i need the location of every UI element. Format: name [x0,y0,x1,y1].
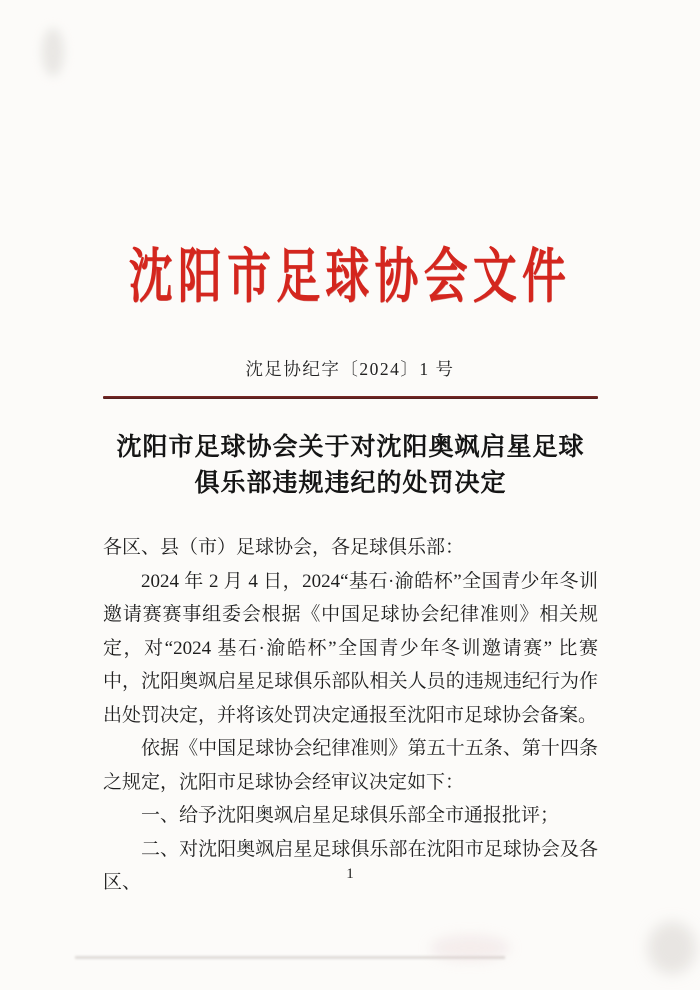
scan-smudge-top-left [42,28,64,76]
salutation-line: 各区、县（市）足球协会，各足球俱乐部： [103,537,465,558]
document-title [103,430,598,502]
scan-smudge-bottom-center [430,935,510,961]
scan-streak-bottom [75,956,505,959]
document-title-line-2: 俱乐部违规违纪的处罚决定 [194,470,507,497]
page-number: 1 [346,866,354,882]
paragraph-legal-basis: 依据《中国足球协会纪律准则》第五十五条、第十四条之规定，沈阳市足球协会经审议决定如下： [103,738,598,793]
paragraph-decision-item-1: 一、给予沈阳奥飒启星足球俱乐部全市通报批评； [141,805,560,826]
paragraph-decision-background: 2024 年 2 月 4 日，2024“基石·渝皓杯”全国青少年冬训邀请赛赛事组委会根据《中国足球协会纪律准则》相关规定，对“2024 基石·渝皓杯”全国青少年冬训邀请赛” 比赛中，沈阳奥飒启星足球俱乐部队相关人员的违规违纪行为作出处罚决定，并将该处罚决定通报至沈阳市足球协会备案。 [103,570,598,726]
document-header-org-title: 沈阳市足球协会文件 [128,244,572,311]
paragraph-decision-item-2: 二、对沈阳奥飒启星足球俱乐部在沈阳市足球协会及各区、 [103,838,598,893]
scan-smudge-bottom-right [648,922,696,974]
document-reference-number: 沈足协纪字〔2024〕1 号 [245,359,455,379]
document-body [103,531,598,900]
red-divider-rule [103,396,598,399]
document-title-line-1: 沈阳市足球协会关于对沈阳奥飒启星足球 [116,434,585,461]
